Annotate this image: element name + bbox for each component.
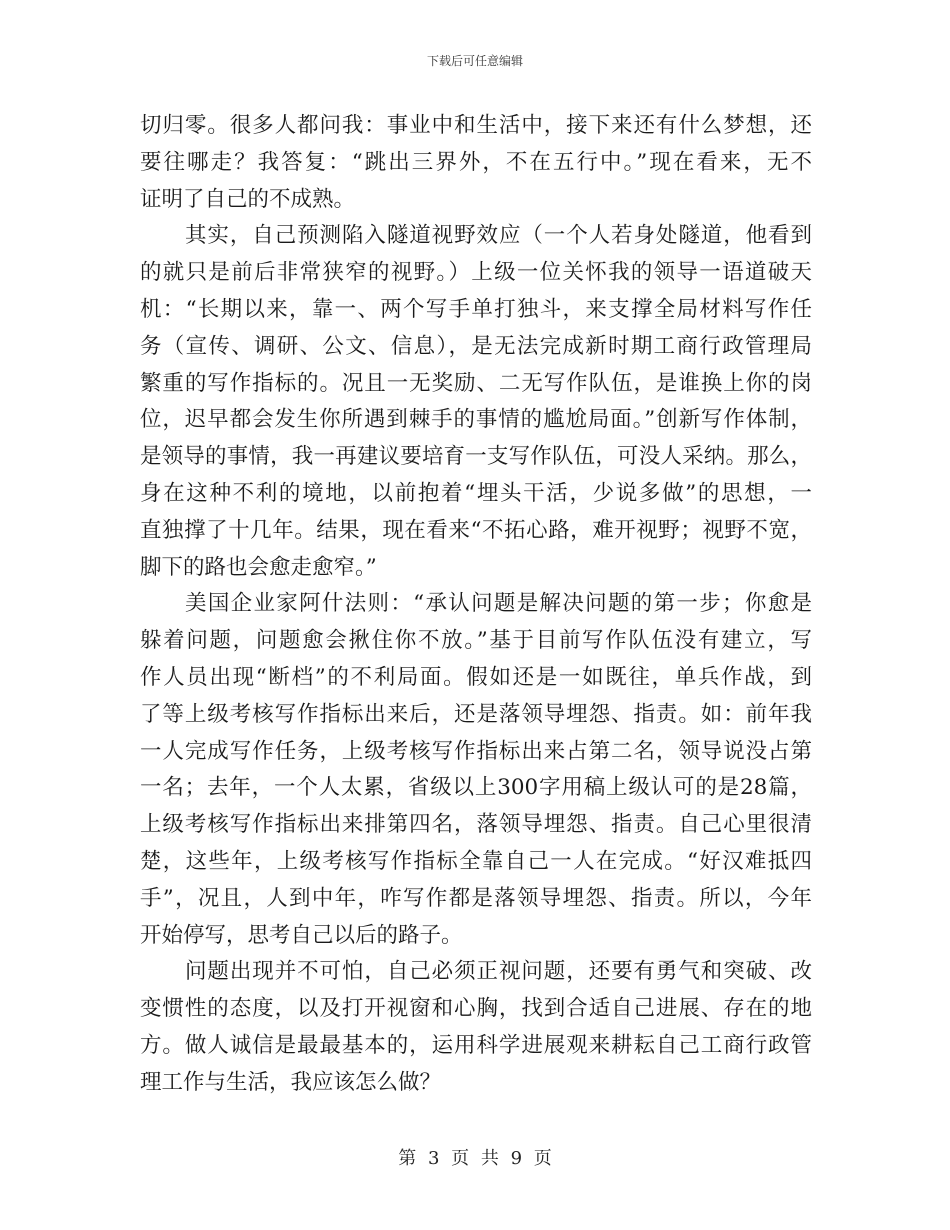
text-line: 繁重的写作指标的。况且一无奖励、二无写作队伍，是谁换上你的岗 <box>140 370 812 396</box>
text-line: 手”，况且，人到中年，咋写作都是落领导埋怨、指责。所以，今年 <box>140 885 812 911</box>
paragraph <box>140 586 812 954</box>
text-line: 一名；去年，一个人太累，省级以上300字用稿上级认可的是28篇， <box>140 775 812 801</box>
text-line: 了等上级考核写作指标出来后，还是落领导埋怨、指责。如：前年我 <box>140 701 812 727</box>
text-line: 楚，这些年，上级考核写作指标全靠自己一人在完成。“好汉难抵四 <box>140 848 812 874</box>
text-line: 位，迟早都会发生你所遇到棘手的事情的尴尬局面。”创新写作体制， <box>140 407 812 433</box>
paragraph <box>140 218 812 586</box>
text-line: 问题出现并不可怕，自己必须正视问题，还要有勇气和突破、改 <box>185 959 812 985</box>
page-number-footer: 第 3 页 共 9 页 <box>398 1148 552 1169</box>
text-line: 要往哪走？我答复：“跳出三界外，不在五行中。”现在看来，无不 <box>140 149 812 175</box>
text-line: 变惯性的态度，以及打开视窗和心胸，找到合适自己进展、存在的地 <box>140 996 812 1022</box>
text-line: 作人员出现“断档”的不利局面。假如还是一如既往，单兵作战，到 <box>140 664 812 690</box>
text-line: 证明了自己的不成熟。 <box>140 186 356 212</box>
text-line: 方。做人诚信是最最基本的，运用科学进展观来耕耘自己工商行政管 <box>140 1032 812 1058</box>
text-line: 身在这种不利的境地，以前抱着“埋头干活，少说多做”的思想，一 <box>140 480 812 506</box>
text-line: 美国企业家阿什法则：“承认问题是解决问题的第一步；你愈是 <box>185 591 812 617</box>
text-line: 理工作与生活，我应该怎么做？ <box>140 1069 442 1095</box>
text-line: 的就只是前后非常狭窄的视野。）上级一位关怀我的领导一语道破天 <box>140 260 812 286</box>
text-line: 一人完成写作任务，上级考核写作指标出来占第二名，领导说没占第 <box>140 738 812 764</box>
text-line: 开始停写，思考自己以后的路子。 <box>140 922 463 948</box>
paragraph <box>140 108 812 218</box>
paragraph <box>140 954 812 1101</box>
text-line: 务（宣传、调研、公文、信息），是无法完成新时期工商行政管理局 <box>140 333 812 359</box>
text-line: 直独撑了十几年。结果，现在看来“不拓心路，难开视野；视野不宽， <box>140 517 812 543</box>
text-line: 躲着问题，问题愈会揪住你不放。”基于目前写作队伍没有建立，写 <box>140 628 812 654</box>
text-line: 上级考核写作指标出来排第四名，落领导埋怨、指责。自己心里很清 <box>140 812 812 838</box>
text-line: 其实，自己预测陷入隧道视野效应（一个人若身处隧道，他看到 <box>185 223 812 249</box>
text-line: 机：“长期以来，靠一、两个写手单打独斗，来支撑全局材料写作任 <box>140 296 812 322</box>
text-line: 脚下的路也会愈走愈窄。” <box>140 554 377 580</box>
text-line: 切归零。很多人都问我：事业中和生活中，接下来还有什么梦想，还 <box>140 113 812 138</box>
document-body <box>140 108 812 1102</box>
text-line: 是领导的事情，我一再建议要培育一支写作队伍，可没人采纳。那么， <box>140 444 812 470</box>
page-header: 下载后可任意编辑 <box>426 54 523 68</box>
